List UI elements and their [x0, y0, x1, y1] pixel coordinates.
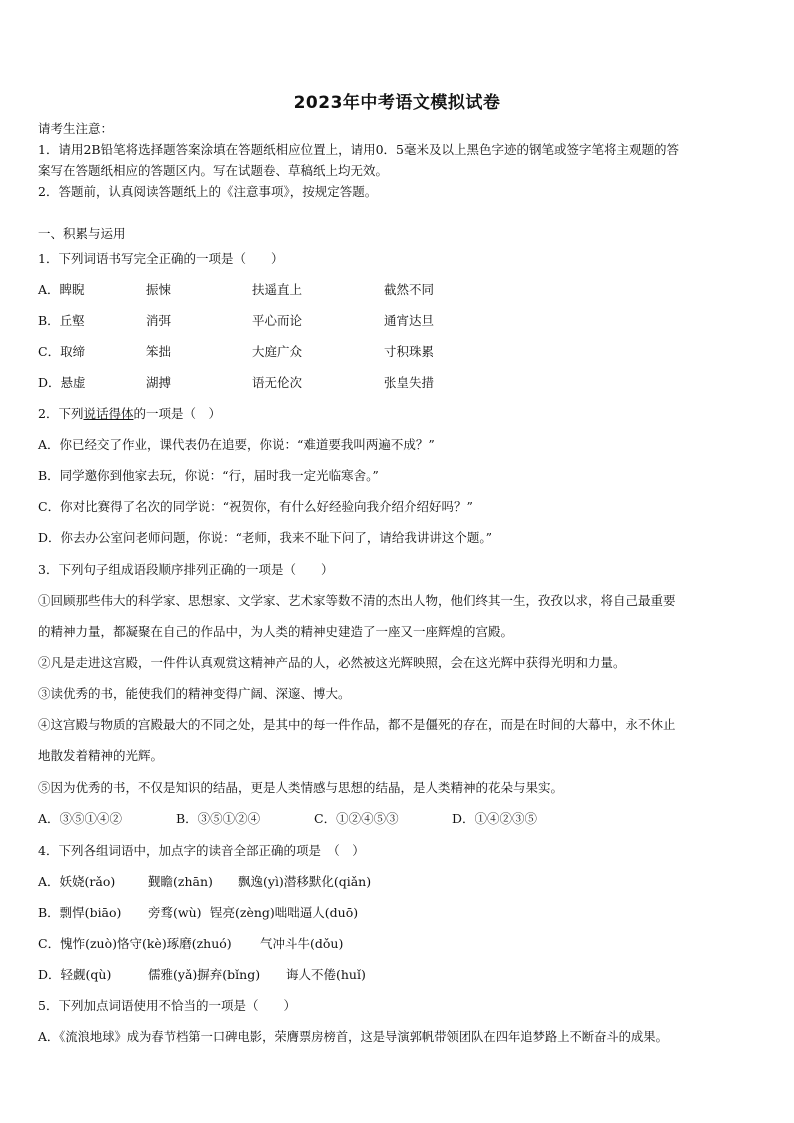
- option-word: 张皇失措: [384, 375, 435, 390]
- q4-item: 气冲斗牛(dǒu): [260, 936, 344, 951]
- q4-item: 儒雅(yǎ)摒弃(bǐng): [148, 967, 261, 982]
- option-word: 语无伦次: [252, 375, 303, 390]
- option-word: C．取缔: [38, 344, 86, 359]
- q4-item: 锃亮(zèng)咄咄逼人(duō): [210, 905, 359, 920]
- q4-item: B．剽悍(biāo): [38, 905, 122, 920]
- q3-stem: 3．下列句子组成语段顺序排列正确的一项是（ ）: [38, 562, 334, 577]
- q4-item: 旁骛(wù): [148, 905, 202, 920]
- q4-item: D．轻觑(qù): [38, 967, 112, 982]
- q4-stem: 4．下列各组词语中，加点字的读音全部正确的项是 （ ）: [38, 843, 365, 858]
- q3-sentence-1b: 的精神力量，都凝聚在自己的作品中，为人类的精神史建造了一座又一座辉煌的宫殿。: [38, 624, 514, 639]
- option-word: 扶遥直上: [252, 282, 303, 297]
- q3-sentence-1a: ①回顾那些伟大的科学家、思想家、文学家、艺术家等数不清的杰出人物，他们终其一生，孜孜以求，将自己最重要: [38, 593, 676, 608]
- q3-sentence-4a: ④这宫殿与物质的宫殿最大的不同之处，是其中的每一件作品，都不是僵死的存在，而是在时间的大幕中，永不休止: [38, 717, 676, 732]
- q5-stem: 5．下列加点词语使用不恰当的一项是（ ）: [38, 998, 296, 1013]
- q4-item: 飘逸(yì)潜移默化(qiǎn): [238, 874, 372, 889]
- q2-option-a: A．你已经交了作业，课代表仍在追要，你说：“难道要我叫两遍不成？”: [38, 437, 435, 452]
- option-word: 振悚: [146, 282, 172, 297]
- q2-stem-underlined: 说话得体: [83, 406, 134, 421]
- option-word: 平心而论: [252, 313, 303, 328]
- q2-stem-prefix: 2．下列: [38, 406, 84, 421]
- q3-option-a: A．③⑤①④②: [38, 811, 123, 826]
- q3-option-c: C．①②④⑤③: [314, 811, 399, 826]
- option-word: D．悬虚: [38, 375, 86, 390]
- option-word: 寸积珠累: [384, 344, 435, 359]
- q3-option-d: D．①④②③⑤: [452, 811, 538, 826]
- q4-item: C．愧怍(zuò)恪守(kè)琢磨(zhuó): [38, 936, 232, 951]
- option-word: 通宵达旦: [384, 313, 435, 328]
- notice-line-1: 1．请用2B铅笔将选择题答案涂填在答题纸相应位置上，请用0．5毫米及以上黑色字迹的钢笔或签字笔将主观题的答: [38, 142, 679, 157]
- q5-option-a: A．《流浪地球》成为春节档第一口碑电影，荣膺票房榜首，这是导演郭帆带领团队在四年追梦路上不断奋斗的成果。: [38, 1030, 668, 1044]
- option-word: 笨拙: [146, 344, 172, 359]
- q4-item: A．妖娆(rǎo): [38, 874, 116, 889]
- q2-option-c: C．你对比赛得了名次的同学说：“祝贺你，有什么好经验向我介绍介绍好吗？”: [38, 499, 473, 514]
- q3-option-b: B．③⑤①②④: [176, 811, 261, 826]
- section-heading: 一、积累与运用: [38, 226, 126, 241]
- q1-stem: 1．下列词语书写完全正确的一项是（ ）: [38, 251, 284, 266]
- notice-header: 请考生注意：: [38, 121, 114, 136]
- option-word: 消弭: [146, 313, 172, 328]
- option-word: 湖搏: [146, 375, 172, 390]
- q2-stem-suffix: 的一项是（ ）: [133, 406, 221, 421]
- notice-line-3: 2．答题前，认真阅读答题纸上的《注意事项》，按规定答题。: [38, 184, 378, 199]
- q2-stem: [38, 406, 758, 422]
- option-word: 截然不同: [384, 282, 435, 297]
- page-title: 2023年中考语文模拟试卷: [293, 93, 501, 113]
- q3-sentence-3: ③读优秀的书，能使我们的精神变得广阔、深邃、博大。: [38, 686, 351, 701]
- q4-item: 觐瞻(zhān): [148, 874, 213, 889]
- q2-option-d: D．你去办公室问老师问题，你说：“老师，我来不耻下问了，请给我讲讲这个题。”: [38, 530, 493, 545]
- q2-option-b: B．同学邀你到他家去玩，你说：“行，届时我一定光临寒舍。”: [38, 468, 379, 483]
- q3-sentence-5: ⑤因为优秀的书，不仅是知识的结晶，更是人类情感与思想的结晶，是人类精神的花朵与果实。: [38, 780, 564, 795]
- q3-sentence-4b: 地散发着精神的光辉。: [38, 748, 164, 763]
- option-word: 大庭广众: [252, 344, 303, 359]
- option-word: B．丘壑: [38, 313, 85, 328]
- option-word: A．睥睨: [38, 282, 85, 297]
- notice-line-2: 案写在答题纸相应的答题区内。写在试题卷、草稿纸上均无效。: [38, 163, 389, 178]
- q4-item: 诲人不倦(huǐ): [286, 967, 366, 982]
- q3-sentence-2: ②凡是走进这宫殿，一件件认真观赏这精神产品的人，必然被这光辉映照，会在这光辉中获得光明和力量。: [38, 655, 626, 670]
